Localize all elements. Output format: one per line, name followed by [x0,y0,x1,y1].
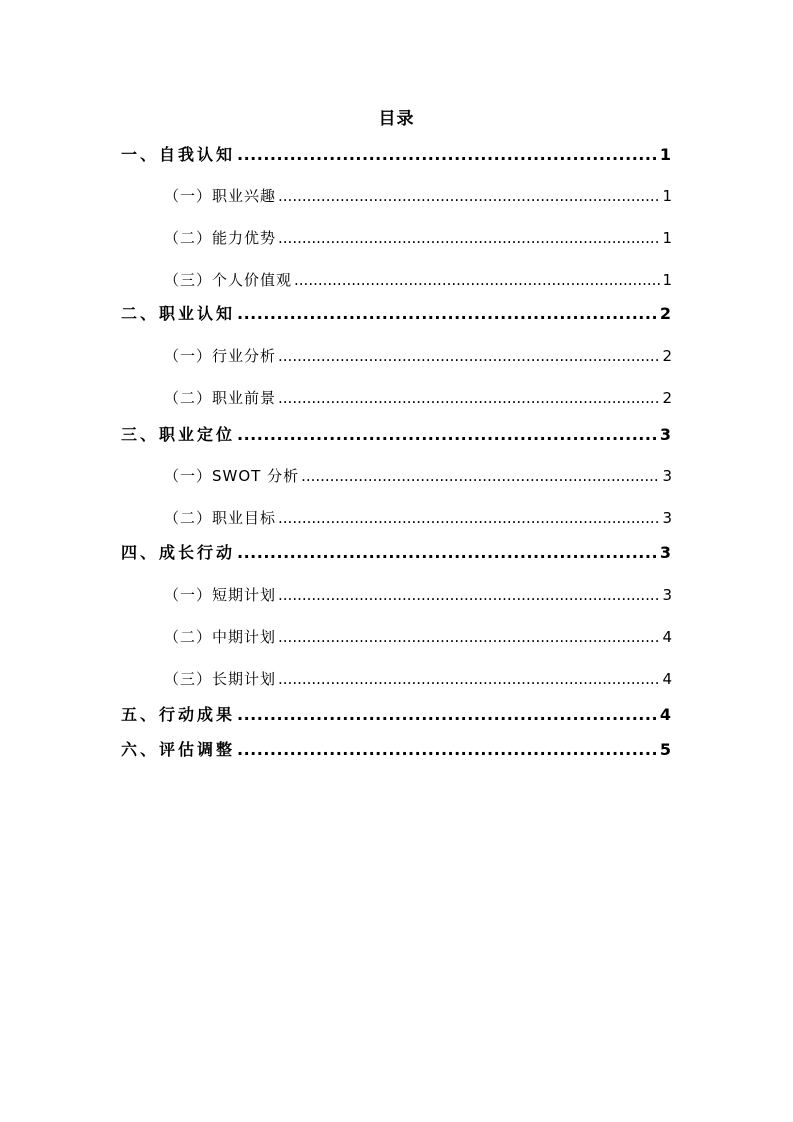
toc-leader-dots [278,389,660,407]
toc-entry-text: （一）职业兴趣 [164,187,277,205]
toc-page-number: 3 [662,467,672,485]
toc-page-number: 4 [659,705,671,724]
toc-entry-self-awareness[interactable] [121,142,671,165]
toc-leader-dots [278,229,660,247]
toc-leader-dots [278,670,660,688]
toc-entry-personal-values[interactable] [164,269,672,290]
toc-page-number: 3 [662,509,672,527]
toc-entry-career-prospects[interactable] [164,387,672,408]
toc-leader-dots [237,705,658,724]
toc-leader-dots [278,509,660,527]
toc-page-number: 1 [662,229,672,247]
toc-entry-industry-analysis[interactable] [164,345,672,366]
toc-entry-text: 二、职业认知 [121,304,236,323]
toc-entry-mid-term-plan[interactable] [164,626,672,647]
toc-leader-dots [278,586,660,604]
toc-leader-dots [237,543,658,562]
toc-entry-career-positioning[interactable] [121,422,671,445]
toc-leader-dots [278,187,660,205]
toc-entry-career-awareness[interactable] [121,301,671,324]
toc-leader-dots [301,467,660,485]
toc-page-number: 1 [662,187,672,205]
toc-leader-dots [294,271,660,289]
toc-entry-text: （二）中期计划 [164,628,277,646]
toc-entry-text: （一）SWOT 分析 [164,467,300,485]
toc-leader-dots [237,425,658,444]
toc-page-number: 2 [662,389,672,407]
toc-entry-text: 五、行动成果 [121,705,236,724]
toc-entry-long-term-plan[interactable] [164,668,672,689]
toc-page-number: 4 [662,670,672,688]
toc-entry-text: 一、自我认知 [121,145,236,164]
toc-entry-growth-actions[interactable] [121,540,671,563]
toc-entry-text: 三、职业定位 [121,425,236,444]
toc-page-number: 4 [662,628,672,646]
toc-leader-dots [278,628,660,646]
toc-entry-career-goals[interactable] [164,507,672,528]
toc-entry-ability-strengths[interactable] [164,227,672,248]
toc-page-number: 2 [659,304,671,323]
toc-title: 目录 [378,109,415,129]
toc-leader-dots [237,740,658,759]
toc-entry-text: （一）行业分析 [164,347,277,365]
toc-leader-dots [278,347,660,365]
toc-entry-career-interest[interactable] [164,185,672,206]
toc-entry-swot-analysis[interactable] [164,465,672,486]
toc-page-number: 3 [659,425,671,444]
toc-entry-evaluation-adjustment[interactable] [121,737,671,760]
toc-entry-text: 六、评估调整 [121,740,236,759]
toc-page-number: 5 [659,740,671,759]
toc-page-number: 1 [662,271,672,289]
toc-entry-text: （二）职业目标 [164,509,277,527]
toc-entry-action-results[interactable] [121,702,671,725]
toc-page-number: 2 [662,347,672,365]
toc-entry-text: （二）职业前景 [164,389,277,407]
toc-page-number: 3 [662,586,672,604]
toc-leader-dots [237,145,658,164]
toc-page-number: 3 [659,543,671,562]
toc-entry-text: （二）能力优势 [164,229,277,247]
toc-page-number: 1 [659,145,671,164]
toc-entry-text: （一）短期计划 [164,586,277,604]
toc-entry-text: （三）个人价值观 [164,271,293,289]
toc-entry-text: （三）长期计划 [164,670,277,688]
toc-entry-short-term-plan[interactable] [164,584,672,605]
toc-leader-dots [237,304,658,323]
toc-entry-text: 四、成长行动 [121,543,236,562]
